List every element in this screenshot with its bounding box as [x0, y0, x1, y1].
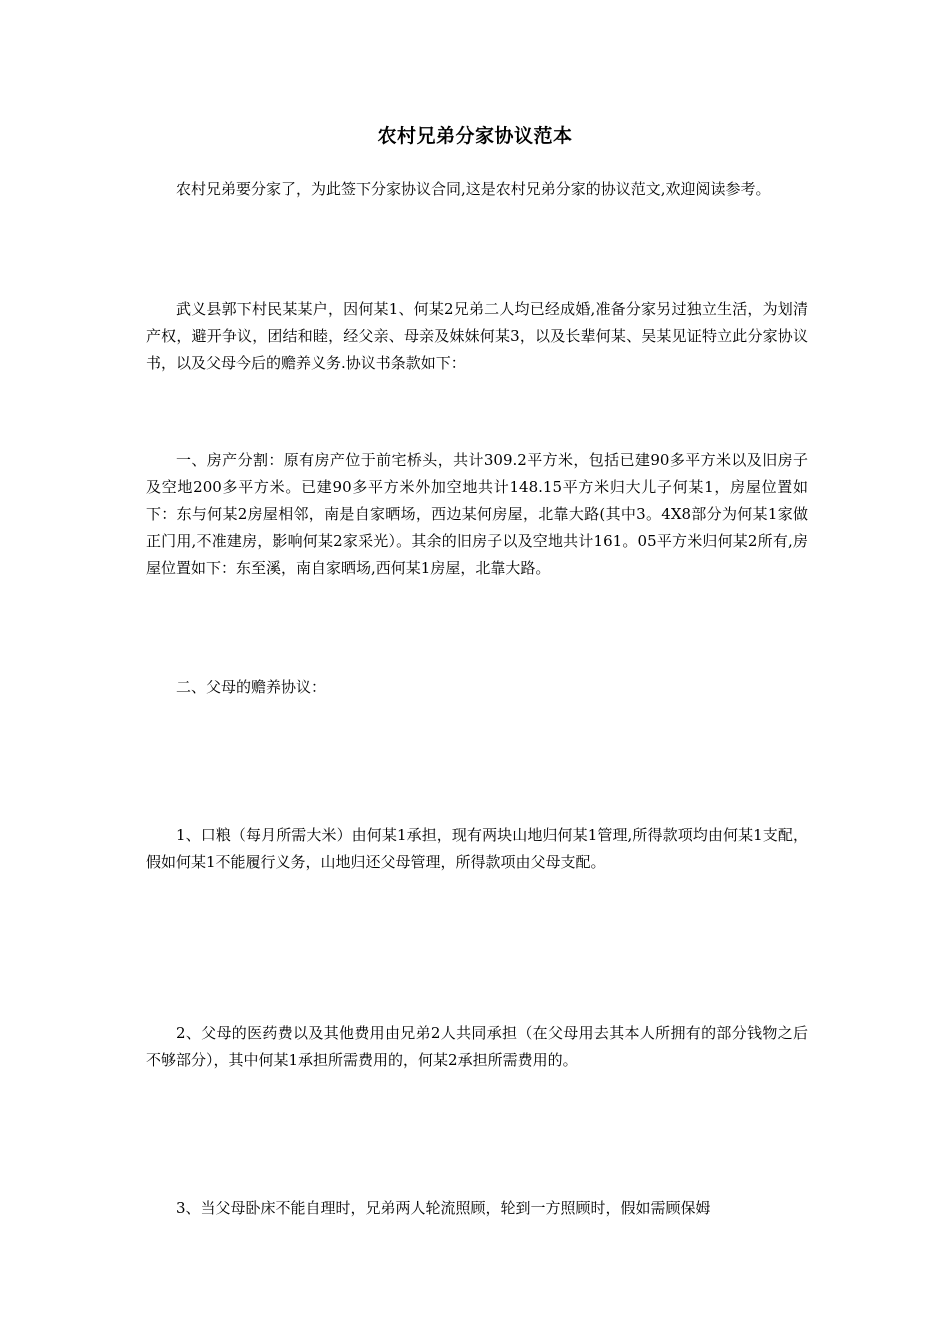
property-division-paragraph: 一、房产分割：原有房产位于前宅桥头，共计309.2平方米，包括已建90多平方米以及旧房子及空地200多平方米。已建90多平方米外加空地共计148.15平方米归大儿子何某1，房屋位置如下：东与何某2房屋相邻，南是自家晒场，西边某何房屋，北靠大路(其中3。4X8部分为何某1家做正门用,不准建房，影响何某2家采光）。其余的旧房子以及空地共计161。05平方米归何某2所有,房屋位置如下：东至溪，南自家晒场,西何某1房屋，北靠大路。: [146, 451, 808, 577]
support-agreement-heading: 二、父母的赡养协议：: [176, 678, 327, 696]
clause-3-paragraph: 3、当父母卧床不能自理时，兄弟两人轮流照顾，轮到一方照顾时，假如需顾保姆: [176, 1199, 711, 1217]
document-title: 农村兄弟分家协议范本: [377, 125, 573, 147]
clause-1-paragraph: 1、口粮（每月所需大米）由何某1承担，现有两块山地归何某1管理,所得款项均由何某1支配，假如何某1不能履行义务，山地归还父母管理，所得款项由父母支配。: [146, 826, 808, 871]
intro-paragraph: 农村兄弟要分家了，为此签下分家协议合同,这是农村兄弟分家的协议范文,欢迎阅读参考。: [176, 180, 771, 198]
background-paragraph: 武义县郭下村民某某户，因何某1、何某2兄弟二人均已经成婚,准备分家另过独立生活，为划清产权，避开争议，团结和睦，经父亲、母亲及妹妹何某3，以及长辈何某、吴某见证特立此分家协议书，以及父母今后的赡养义务.协议书条款如下：: [146, 300, 808, 372]
clause-2-paragraph: 2、父母的医药费以及其他费用由兄弟2人共同承担（在父母用去其本人所拥有的部分钱物之后不够部分），其中何某1承担所需费用的，何某2承担所需费用的。: [146, 1024, 808, 1069]
